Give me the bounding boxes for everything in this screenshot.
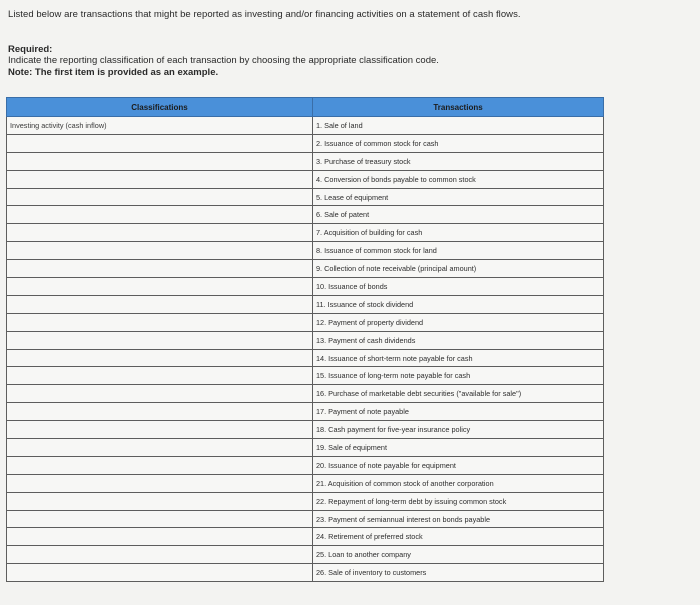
table-row — [7, 474, 604, 492]
classification-select[interactable] — [7, 564, 313, 582]
transaction-cell: 14. Issuance of short-term note payable for cash — [313, 349, 604, 367]
classification-select[interactable] — [7, 403, 313, 421]
transaction-cell: 15. Issuance of long-term note payable for cash — [313, 367, 604, 385]
classification-select[interactable] — [7, 134, 313, 152]
classification-select[interactable] — [7, 456, 313, 474]
table-row — [7, 278, 604, 296]
classification-select[interactable] — [7, 367, 313, 385]
classification-select[interactable] — [7, 439, 313, 457]
table-row — [7, 134, 604, 152]
transaction-cell: 1. Sale of land — [313, 117, 604, 135]
table-row — [7, 456, 604, 474]
transactions-header: Transactions — [313, 98, 604, 117]
table-row — [7, 242, 604, 260]
classification-select[interactable] — [7, 260, 313, 278]
classification-select[interactable] — [7, 331, 313, 349]
transaction-cell: 4. Conversion of bonds payable to common stock — [313, 170, 604, 188]
note-text: Note: The first item is provided as an example. — [8, 67, 219, 78]
transaction-cell: 20. Issuance of note payable for equipment — [313, 456, 604, 474]
classification-select[interactable] — [7, 510, 313, 528]
table-row — [7, 313, 604, 331]
transaction-cell: 16. Purchase of marketable debt securities ("available for sale") — [313, 385, 604, 403]
classification-select[interactable] — [7, 206, 313, 224]
transaction-cell: 23. Payment of semiannual interest on bonds payable — [313, 510, 604, 528]
table-row — [7, 510, 604, 528]
table-header-row — [7, 98, 604, 117]
transaction-cell: 18. Cash payment for five-year insurance policy — [313, 421, 604, 439]
table-row — [7, 206, 604, 224]
transaction-cell: 24. Retirement of preferred stock — [313, 528, 604, 546]
required-label: Required: — [8, 44, 53, 55]
transaction-cell: 2. Issuance of common stock for cash — [313, 134, 604, 152]
table-row — [7, 117, 604, 135]
table-row — [7, 331, 604, 349]
intro-text: Listed below are transactions that might be reported as investing and/or financing activities on a statement of cash flows. — [8, 9, 521, 20]
transaction-cell: 13. Payment of cash dividends — [313, 331, 604, 349]
classification-table — [6, 97, 604, 582]
table-row — [7, 492, 604, 510]
classification-select[interactable] — [7, 295, 313, 313]
classification-select[interactable] — [7, 421, 313, 439]
table-row — [7, 188, 604, 206]
transaction-cell: 9. Collection of note receivable (principal amount) — [313, 260, 604, 278]
transaction-cell: 17. Payment of note payable — [313, 403, 604, 421]
transaction-cell: 11. Issuance of stock dividend — [313, 295, 604, 313]
transaction-cell: 21. Acquisition of common stock of another corporation — [313, 474, 604, 492]
classification-select[interactable] — [7, 492, 313, 510]
transaction-cell: 6. Sale of patent — [313, 206, 604, 224]
transaction-cell: 7. Acquisition of building for cash — [313, 224, 604, 242]
transaction-cell: 25. Loan to another company — [313, 546, 604, 564]
classification-select[interactable] — [7, 224, 313, 242]
table-row — [7, 403, 604, 421]
transaction-cell: 12. Payment of property dividend — [313, 313, 604, 331]
table-row — [7, 564, 604, 582]
table-row — [7, 152, 604, 170]
transaction-cell: 26. Sale of inventory to customers — [313, 564, 604, 582]
classification-select[interactable] — [7, 385, 313, 403]
table-row — [7, 170, 604, 188]
classification-select[interactable] — [7, 170, 313, 188]
transaction-cell: 5. Lease of equipment — [313, 188, 604, 206]
classification-select[interactable] — [7, 188, 313, 206]
table-row — [7, 260, 604, 278]
classification-select[interactable] — [7, 528, 313, 546]
transaction-cell: 22. Repayment of long-term debt by issuing common stock — [313, 492, 604, 510]
classification-select[interactable] — [7, 313, 313, 331]
transaction-cell: 19. Sale of equipment — [313, 439, 604, 457]
table-row — [7, 439, 604, 457]
table-row — [7, 385, 604, 403]
table-row — [7, 528, 604, 546]
table-row — [7, 367, 604, 385]
classification-select[interactable] — [7, 349, 313, 367]
transaction-cell: 8. Issuance of common stock for land — [313, 242, 604, 260]
classifications-header: Classifications — [7, 98, 313, 117]
transaction-cell: 3. Purchase of treasury stock — [313, 152, 604, 170]
classification-select[interactable] — [7, 242, 313, 260]
classification-select[interactable] — [7, 546, 313, 564]
table-body — [7, 117, 604, 582]
classification-select[interactable] — [7, 474, 313, 492]
transaction-cell: 10. Issuance of bonds — [313, 278, 604, 296]
classification-select[interactable] — [7, 278, 313, 296]
instruction-text: Indicate the reporting classification of each transaction by choosing the appropriate classification code. — [8, 55, 439, 66]
table-row — [7, 224, 604, 242]
classification-select[interactable]: Investing activity (cash inflow) — [7, 117, 313, 135]
classification-select[interactable] — [7, 152, 313, 170]
table-row — [7, 546, 604, 564]
table-row — [7, 295, 604, 313]
table-row — [7, 421, 604, 439]
table-row — [7, 349, 604, 367]
